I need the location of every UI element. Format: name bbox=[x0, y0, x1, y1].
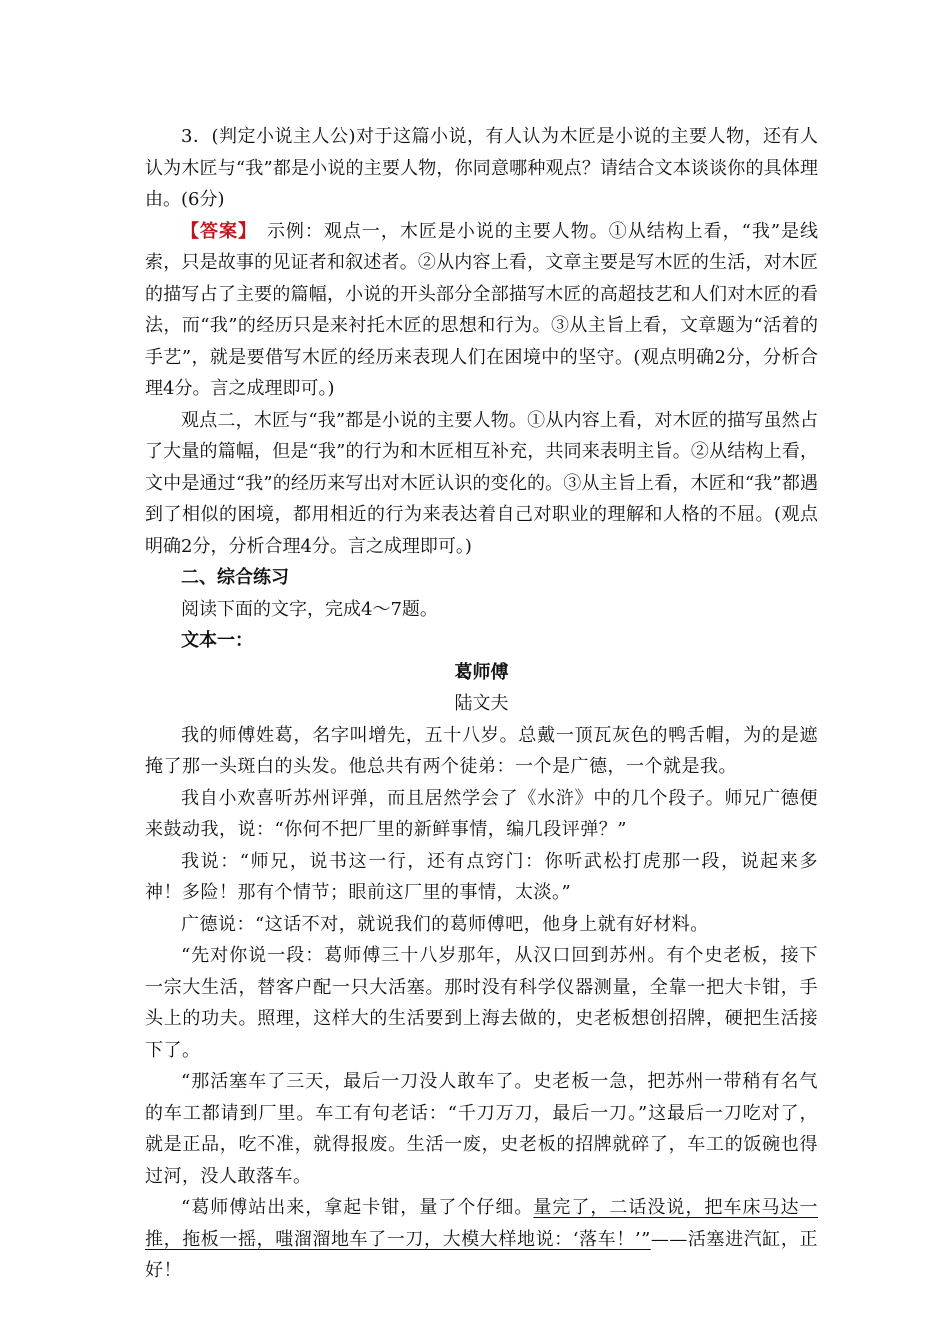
story-paragraph-4: 广德说：“这话不对，就说我们的葛师傅吧，他身上就有好材料。 bbox=[181, 913, 709, 935]
story-paragraph-1: 我的师傅姓葛，名字叫增先，五十八岁。总戴一顶瓦灰色的鸭舌帽，为的是遮掩了那一头斑白的头发。他总共有两个徒弟：一个是广德，一个就是我。 bbox=[145, 724, 818, 777]
answer-text-1: 示例：观点一，木匠是小说的主要人物。①从结构上看，“我”是线索，只是故事的见证者和叙述者。②从内容上看，文章主要是写木匠的生活，对木匠的描写占了主要的篇幅，小说的开头部分全部描写木匠的高超技艺和人们对木匠的看法，而“我”的经历只是来衬托木匠的思想和行为。③从主旨上看，文章题为“活着的手艺”，就是要借写木匠的经历来表现人们在困境中的坚守。(观点明确2分，分析合理4分。言之成理即可。) bbox=[145, 220, 818, 399]
answer-paragraph-2: 观点二，木匠与“我”都是小说的主要人物。①从内容上看，对木匠的描写虽然占了大量的篇幅，但是“我”的行为和木匠相互补充，共同来表明主旨。②从结构上看，文中是通过“我”的经历来写出对木匠认识的变化的。③从主旨上看，木匠和“我”都遇到了相似的困境，都用相近的行为来表达着自己对职业的理解和人格的不屈。(观点明确2分，分析合理4分。言之成理即可。) bbox=[145, 409, 818, 557]
question-3: 3．(判定小说主人公)对于这篇小说，有人认为木匠是小说的主要人物，还有人认为木匠与“我”都是小说的主要人物，你同意哪种观点？请结合文本谈谈你的具体理由。(6分) bbox=[145, 126, 818, 210]
story-p7-end: ——活塞进汽缸，正好！ bbox=[145, 1228, 819, 1281]
story-paragraph-6: “那活塞车了三天，最后一刀没人敢车了。史老板一急，把苏州一带稍有名气的车工都请到厂里。车工有句老话：“千刀万刀，最后一刀。”这最后一刀吃对了，就是正品，吃不准，就得报废。生活一废，史老板的招牌就碎了，车工的饭碗也得过河，没人敢落车。 bbox=[145, 1071, 818, 1187]
section-heading: 二、综合练习 bbox=[181, 567, 289, 588]
story-author: 陆文夫 bbox=[454, 693, 509, 714]
story-title: 葛师傅 bbox=[454, 661, 509, 683]
story-paragraph-5: “先对你说一段：葛师傅三十八岁那年，从汉口回到苏州。有个史老板，接下一宗大生活，替客户配一只大活塞。那时没有科学仪器测量，全靠一把大卡钳，手头上的功夫。照理，这样大的生活要到上海去做的，史老板想创招牌，硬把生活接下了。 bbox=[145, 945, 818, 1061]
story-paragraph-3: 我说：“师兄，说书这一行，还有点窍门：你听武松打虎那一段，说起来多神！多险！那有个情节；眼前这厂里的事情，太淡。” bbox=[145, 850, 818, 903]
story-body bbox=[145, 720, 818, 1287]
section-instruction: 阅读下面的文字，完成4～7题。 bbox=[181, 598, 438, 620]
answer-paragraph-1 bbox=[145, 216, 818, 405]
text-label: 文本一： bbox=[181, 630, 253, 651]
story-p7-start: “葛师傅站出来，拿起卡钳，量了个仔细。 bbox=[181, 1197, 534, 1218]
underlined-sentence: 量完了，二话没说，把车床马达一推，拖板一摇，嗤溜溜地车了一刀，大模大样地说：‘落车！’” bbox=[145, 1197, 818, 1250]
story-paragraph-2: 我自小欢喜听苏州评弹，而且居然学会了《水浒》中的几个段子。师兄广德便来鼓动我，说：“你何不把厂里的新鲜事情，编几段评弹？” bbox=[145, 787, 818, 840]
story-paragraph-7 bbox=[145, 1192, 818, 1287]
answer-tag: 【答案】 bbox=[181, 220, 248, 242]
